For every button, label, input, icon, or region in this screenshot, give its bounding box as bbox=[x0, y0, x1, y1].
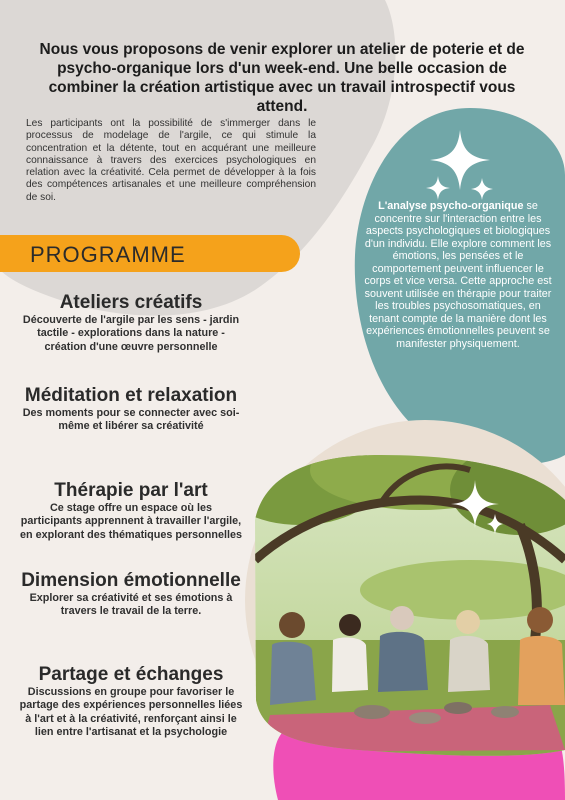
section-text: Explorer sa créativité et ses émotions à travers le travail de la terre. bbox=[29, 592, 233, 618]
section-title: Thérapie par l'art bbox=[54, 480, 208, 501]
section-title: Partage et échanges bbox=[38, 664, 224, 685]
section-title: Méditation et relaxation bbox=[24, 385, 238, 406]
sparkle-icon bbox=[420, 128, 500, 203]
section-title: Ateliers créatifs bbox=[59, 292, 203, 313]
sparkle-icon bbox=[445, 478, 505, 538]
analyse-text: se concentre sur l'interaction entre les aspects psychologiques et biologiques d'un individu. Elle explore comment les émotions, les pensées et le comportement peuvent influencer le corps et vice versa. Cette approche est souvent utilisée en thérapie pour traiter les troubles psychosomatiques, en tenant compte de la manière dont les expériences émotionnelles peuvent se manifester physiquement. bbox=[364, 200, 552, 350]
section-text: Des moments pour se connecter avec soi-même et libérer sa créativité bbox=[22, 407, 240, 433]
headline: Nous vous proposons de venir explorer un atelier de poterie et de psycho-organique lors d'un week-end. Une belle occasion de combiner la création artistique avec un travail introspectif vous attend. bbox=[39, 41, 525, 115]
section-text: Découverte de l'argile par les sens - jardin tactile - explorations dans la nature - création d'une œuvre personnelle bbox=[22, 314, 240, 353]
intro-paragraph: Les participants ont la possibilité de s'immerger dans le processus de modelage de l'argile, ce qui stimule la concentration et la détente, tout en acquérant une meilleure connaissance à travers des exercices psychologiques en relation avec la créativité. Cela permet de développer à la fois des compétences artisanales et une meilleure compréhension de soi. bbox=[26, 118, 316, 203]
section-text: Discussions en groupe pour favoriser le partage des expériences personnelles liées à l'art et à la créativité, renforçant ainsi le lien entre l'artisanat et la psychologie bbox=[19, 686, 243, 739]
section-text: Ce stage offre un espace où les participants apprennent à travailler l'argile, en explorant des thématiques personnelles bbox=[19, 502, 242, 541]
section-title: Dimension émotionnelle bbox=[21, 570, 241, 591]
programme-label: PROGRAMME bbox=[30, 242, 186, 267]
analyse-lead: L'analyse psycho-organique bbox=[378, 200, 524, 212]
